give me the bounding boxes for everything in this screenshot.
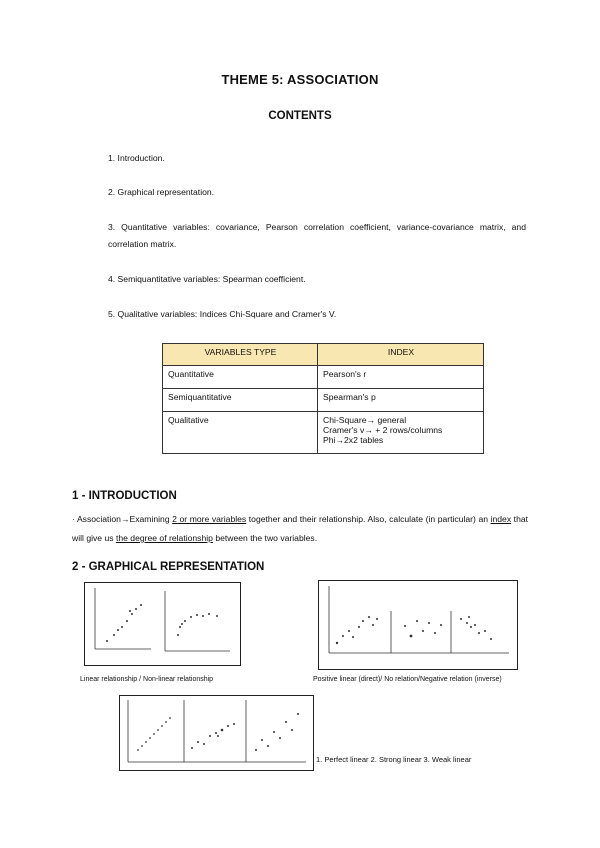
figure-linear-nonlinear-svg: [85, 583, 240, 665]
table-cell-index: Pearson's r: [318, 366, 484, 389]
section-heading-graphical: 2 - GRAPHICAL REPRESENTATION: [72, 561, 265, 573]
intro-text: together and their relationship. Also, calculate (in particular) an: [246, 514, 491, 524]
toc-item-2: 2. Graphical representation.: [108, 187, 215, 197]
intro-text: that will give us: [72, 514, 529, 543]
figure-perfect-strong-weak: [119, 695, 314, 771]
table-cell-line: Phi→2x2 tables: [323, 435, 384, 445]
table-row: [163, 412, 484, 454]
table-header-row: [163, 344, 484, 366]
figure-caption-3: 1. Perfect linear 2. Strong linear 3. Weak linear: [316, 755, 472, 764]
table-cell-line: Cramer's v→ + 2 rows/columns: [323, 425, 443, 435]
intro-text: · Association→Examining: [72, 514, 173, 524]
intro-underline: the degree of relationship: [115, 533, 213, 543]
toc-item-4: 4. Semiquantitative variables: Spearman coefficient.: [108, 274, 306, 284]
intro-paragraph: [72, 510, 528, 548]
figure-caption-2: Positive linear (direct)/ No relation/Negative relation (inverse): [313, 676, 502, 683]
table-cell-type: Qualitative: [163, 412, 318, 454]
table-cell-index: Spearman's p: [318, 389, 484, 412]
table-header-cell: INDEX: [318, 344, 484, 366]
table-cell-line: Chi-Square→ general: [323, 415, 407, 425]
toc-item-5: 5. Qualitative variables: Indices Chi-Square and Cramer's V.: [108, 309, 337, 319]
table-cell-type: Quantitative: [163, 366, 318, 389]
intro-text: between the two variables.: [212, 533, 318, 543]
intro-underline: 2 or more variables: [172, 514, 247, 524]
toc-item-3: 3. Quantitative variables: covariance, Pearson correlation coefficient, variance-covariance matrix, and correlation matrix.: [108, 222, 526, 249]
figure-perfect-strong-weak-svg: [120, 696, 313, 770]
contents-heading: CONTENTS: [268, 110, 332, 122]
table-cell-type: Semiquantitative: [163, 389, 318, 412]
table-row: [163, 366, 484, 389]
figure-caption-1: Linear relationship / Non-linear relationship: [80, 676, 214, 683]
section-heading-introduction: 1 - INTRODUCTION: [72, 490, 177, 502]
table-row: [163, 389, 484, 412]
variables-table: [162, 343, 484, 454]
table-cell-index: [318, 412, 484, 454]
toc-item-1: 1. Introduction.: [108, 153, 165, 163]
page-title: THEME 5: ASSOCIATION: [221, 72, 379, 87]
intro-underline: index: [490, 514, 512, 524]
table-header-cell: VARIABLES TYPE: [163, 344, 318, 366]
figure-positive-none-negative: [318, 580, 518, 670]
figure-linear-nonlinear: [84, 582, 241, 666]
figure-positive-none-negative-svg: [319, 581, 517, 669]
